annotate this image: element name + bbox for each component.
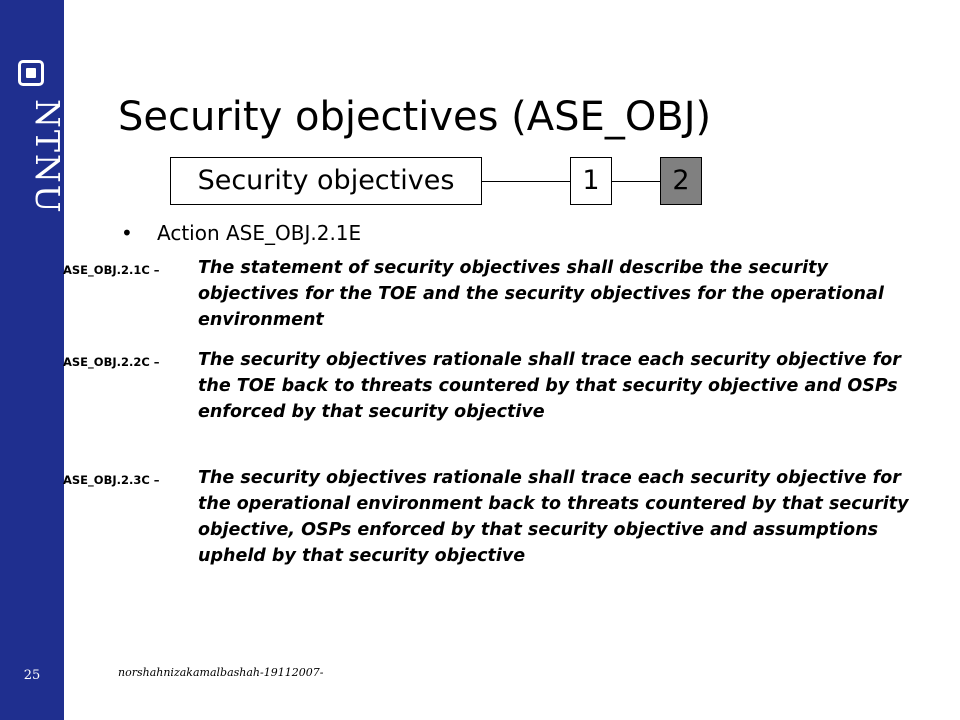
flow-connector: [482, 181, 570, 182]
requirement-text: The statement of security objectives shall describe the security objectives for the TOE and the security objectives for the operational environment: [198, 258, 884, 330]
requirement-text: The security objectives rationale shall trace each security objective for the TOE back to threats countered by that security objective and OSPs enforced by that security objective: [198, 350, 901, 422]
flow-box-security-objectives: Security objectives: [170, 157, 482, 205]
requirement-text: The security objectives rationale shall trace each security objective for the operational environment back to threats countered by that security objective, OSPs enforced by that security objective and assumptions upheld by that security objective: [198, 468, 909, 566]
flow-step-2-active: 2: [660, 157, 702, 205]
flow-connector: [612, 181, 660, 182]
requirement-label: ASE_OBJ.2.1C –: [63, 263, 160, 277]
page-number: 25: [23, 668, 41, 683]
requirement-label: ASE_OBJ.2.2C –: [63, 355, 160, 369]
ntnu-logo-icon: [18, 60, 44, 86]
flow-step-1: 1: [570, 157, 612, 205]
footer-text: norshahnizakamalbashah-19112007-: [118, 666, 324, 679]
bullet-text: Action ASE_OBJ.2.1E: [157, 221, 362, 245]
slide-title: Security objectives (ASE_OBJ): [118, 94, 712, 140]
requirement-label: ASE_OBJ.2.3C –: [63, 473, 160, 487]
ntnu-logo-text: NTNU: [28, 99, 67, 215]
sidebar: [0, 0, 67, 720]
bullet-icon: •: [121, 221, 133, 245]
